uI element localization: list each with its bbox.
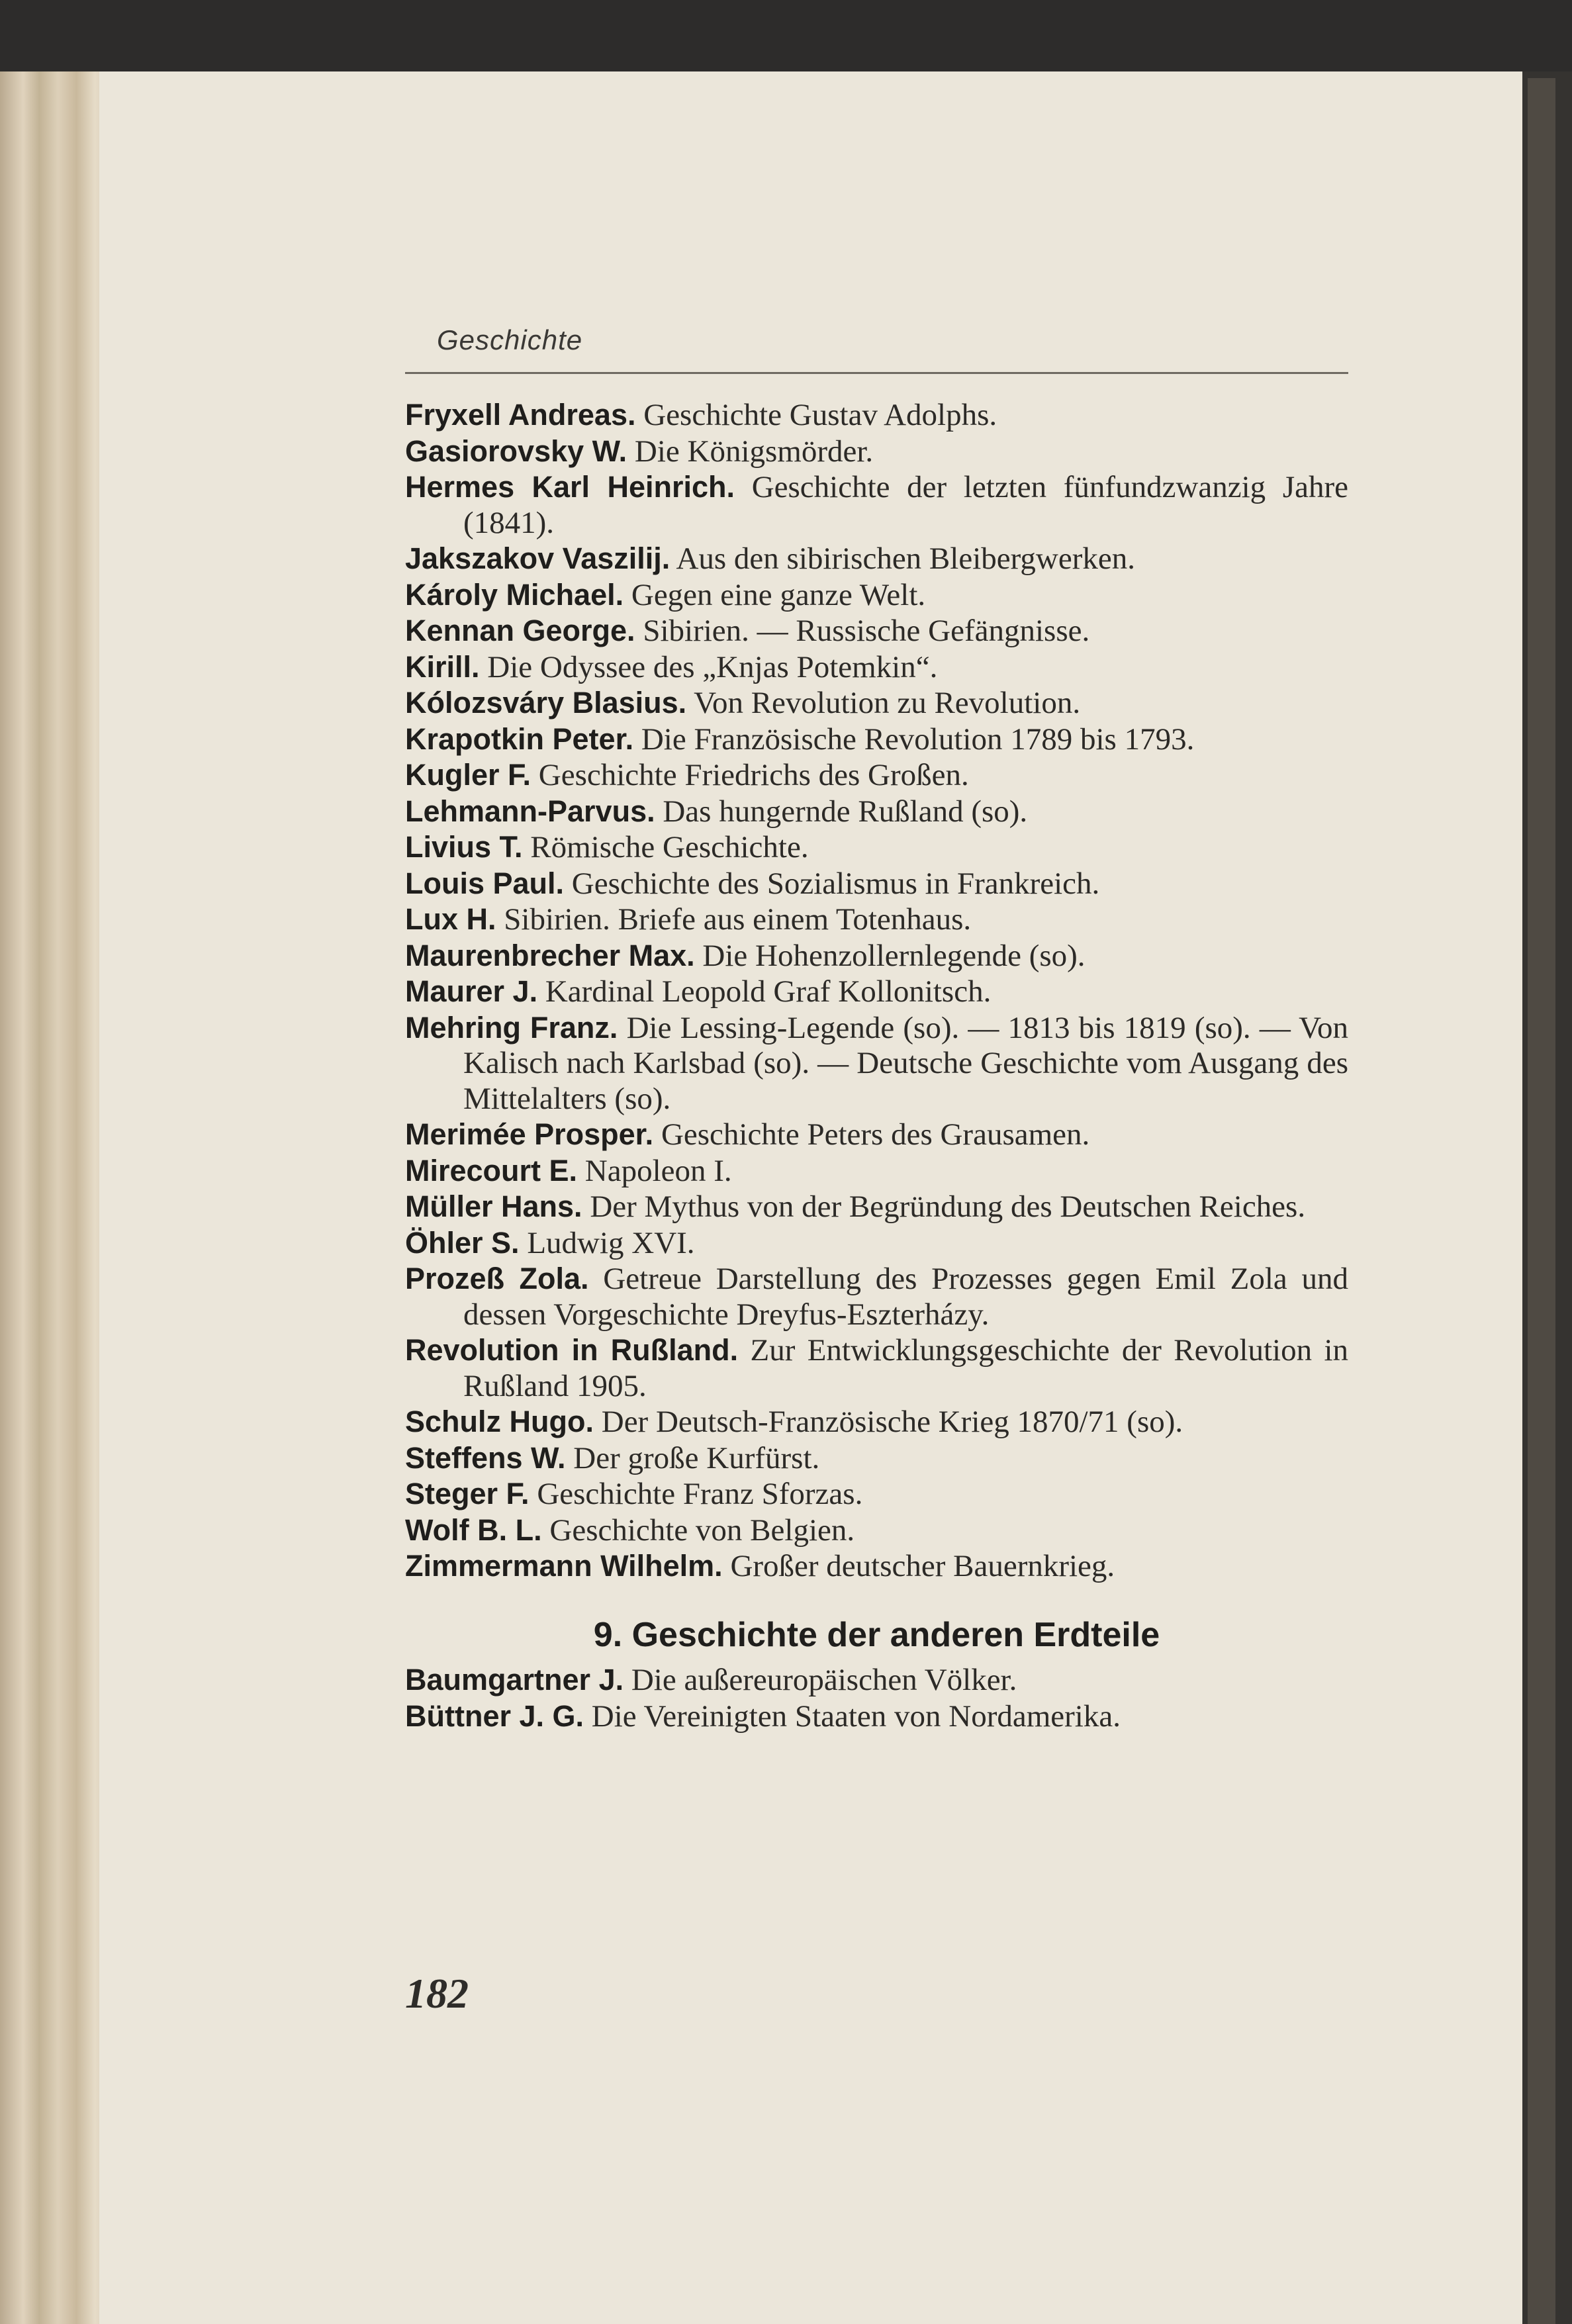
entry-title: Sibirien. Briefe aus einem Totenhaus.	[504, 902, 972, 937]
entry-title: Zur Entwicklungsgeschichte der Revolution in Rußland 1905.	[463, 1333, 1348, 1403]
list-item	[405, 541, 1348, 577]
list-item	[405, 1512, 1348, 1549]
list-item	[405, 1153, 1348, 1189]
entry-title: Großer deutscher Bauernkrieg.	[730, 1549, 1115, 1583]
entry-author: Fryxell Andreas.	[405, 398, 636, 432]
entry-author: Maurenbrecher Max.	[405, 938, 695, 972]
entry-title: Geschichte von Belgien.	[549, 1512, 855, 1548]
list-item	[405, 974, 1348, 1010]
running-header: Geschichte	[437, 324, 583, 355]
list-item	[405, 829, 1348, 866]
entry-title: Getreue Darstellung des Prozesses gegen Emil Zola und dessen Vorgeschichte Dreyfus-Eszterházy.	[463, 1262, 1349, 1332]
entry-title: Geschichte Gustav Adolphs.	[643, 398, 997, 432]
list-item	[405, 649, 1348, 686]
list-item	[405, 1117, 1348, 1153]
bibliography-list	[405, 397, 1348, 1734]
entry-title: Geschichte Franz Sforzas.	[537, 1477, 863, 1511]
entry-author: Hermes Karl Heinrich.	[405, 470, 735, 504]
entry-author: Prozeß Zola.	[405, 1262, 589, 1295]
entry-title: Die Hohenzollernlegende (so).	[702, 938, 1086, 973]
entry-author: Louis Paul.	[405, 866, 565, 900]
entry-title: Geschichte Friedrichs des Großen.	[538, 758, 969, 792]
entry-author: Büttner J. G.	[405, 1698, 584, 1733]
entry-author: Müller Hans.	[405, 1189, 582, 1223]
entry-title: Die Vereinigten Staaten von Nordamerika.	[591, 1698, 1121, 1734]
entry-author: Steffens W.	[405, 1440, 566, 1475]
entry-author: Kólozsváry Blasius.	[405, 686, 687, 720]
entry-title: Der große Kurfürst.	[573, 1440, 820, 1475]
entry-author: Steger F.	[405, 1477, 530, 1511]
list-item	[405, 577, 1348, 614]
page-number: 182	[405, 1970, 469, 2017]
entry-author: Zimmermann Wilhelm.	[405, 1549, 723, 1583]
list-item	[405, 1662, 1348, 1698]
entry-title: Die Lessing-Legende (so). — 1813 bis 1819 (so). — Von Kalisch nach Karlsbad (so). — Deutsche Geschichte vom Ausgang des Mittelalters (so).	[463, 1010, 1349, 1116]
list-item	[405, 902, 1348, 938]
book-cover-edge	[1528, 78, 1555, 2324]
entry-author: Mirecourt E.	[405, 1153, 578, 1187]
entry-author: Kennan George.	[405, 614, 635, 647]
entry-title: Kardinal Leopold Graf Kollonitsch.	[545, 974, 992, 1009]
list-item	[405, 1189, 1348, 1225]
list-item	[405, 1261, 1348, 1332]
header-rule	[405, 372, 1348, 374]
entry-title: Der Deutsch-Französische Krieg 1870/71 (so).	[601, 1405, 1183, 1439]
entry-title: Die außereuropäischen Völker.	[631, 1663, 1017, 1697]
entry-author: Wolf B. L.	[405, 1512, 542, 1547]
entry-author: Kugler F.	[405, 758, 532, 792]
list-item	[405, 938, 1348, 974]
entry-title: Die Königsmörder.	[634, 434, 874, 469]
entry-title: Von Revolution zu Revolution.	[694, 686, 1081, 720]
entry-author: Mehring Franz.	[405, 1010, 618, 1045]
entry-title: Geschichte des Sozialismus in Frankreich.	[571, 866, 1100, 901]
list-item	[405, 1010, 1348, 1117]
entry-title: Das hungernde Rußland (so).	[663, 794, 1028, 829]
entry-author: Lux H.	[405, 902, 496, 936]
list-item	[405, 721, 1348, 758]
entry-author: Lehmann-Parvus.	[405, 794, 655, 828]
entry-title: Ludwig XVI.	[527, 1225, 695, 1260]
entry-title: Napoleon I.	[584, 1153, 732, 1188]
entry-title: Römische Geschichte.	[530, 830, 809, 864]
entry-author: Livius T.	[405, 830, 523, 864]
entry-title: Die Französische Revolution 1789 bis 1793.	[641, 721, 1195, 757]
entry-title: Die Odyssee des „Knjas Potemkin“.	[487, 649, 938, 684]
entry-author: Károly Michael.	[405, 577, 624, 612]
entry-title: Sibirien. — Russische Gefängnisse.	[643, 614, 1090, 648]
entry-author: Jakszakov Vaszilij.	[405, 541, 670, 575]
list-item	[405, 866, 1348, 902]
entry-author: Öhler S.	[405, 1225, 520, 1260]
scan-background-top	[0, 0, 1572, 71]
entry-title: Aus den sibirischen Bleibergwerken.	[676, 541, 1135, 576]
list-item	[405, 613, 1348, 649]
entry-author: Baumgartner J.	[405, 1663, 624, 1697]
list-item	[405, 757, 1348, 794]
list-item	[405, 1332, 1348, 1404]
list-item	[405, 1440, 1348, 1477]
list-item	[405, 1404, 1348, 1440]
entry-title: Der Mythus von der Begründung des Deutschen Reiches.	[590, 1189, 1306, 1224]
book-page-edges	[0, 71, 116, 2324]
entry-title: Geschichte der letzten fünfundzwanzig Jahre (1841).	[463, 470, 1348, 540]
entry-author: Revolution in Rußland.	[405, 1333, 739, 1367]
list-item	[405, 685, 1348, 721]
list-item	[405, 1548, 1348, 1585]
list-item	[405, 469, 1348, 541]
entry-author: Gasiorovsky W.	[405, 434, 627, 468]
entry-author: Kirill.	[405, 649, 480, 684]
list-item	[405, 1698, 1348, 1735]
section-heading: 9. Geschichte der anderen Erdteile	[593, 1615, 1160, 1654]
entry-title: Gegen eine ganze Welt.	[631, 577, 926, 612]
list-item	[405, 434, 1348, 470]
entry-author: Krapotkin Peter.	[405, 721, 634, 756]
entry-author: Maurer J.	[405, 974, 538, 1008]
entry-author: Merimée Prosper.	[405, 1117, 654, 1151]
list-item	[405, 1476, 1348, 1512]
list-item	[405, 1225, 1348, 1262]
entry-title: Geschichte Peters des Grausamen.	[661, 1117, 1090, 1152]
list-item	[405, 397, 1348, 434]
entry-author: Schulz Hugo.	[405, 1405, 594, 1438]
list-item	[405, 794, 1348, 830]
